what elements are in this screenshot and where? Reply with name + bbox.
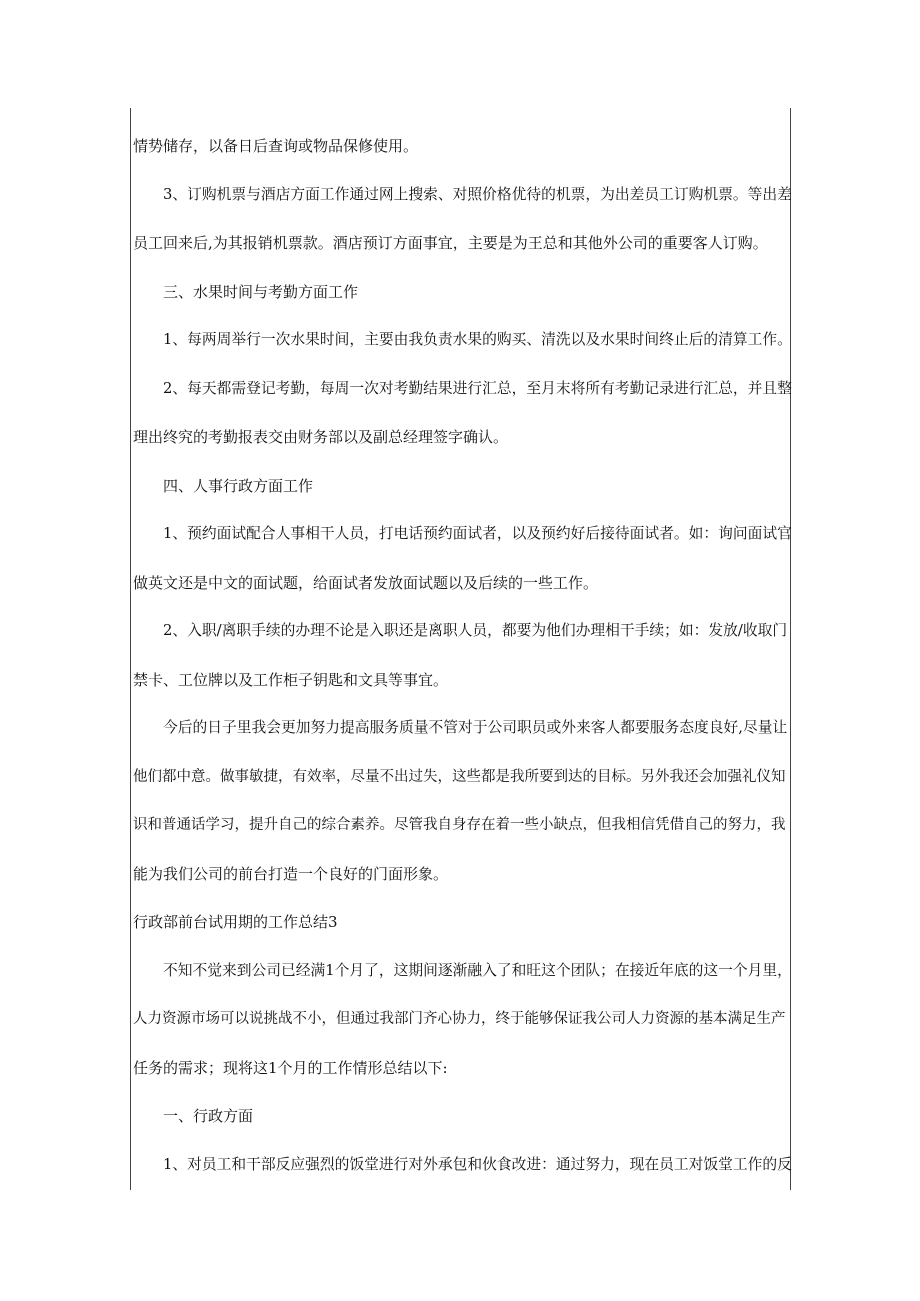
section-heading: 一、行政方面 [163, 1107, 254, 1125]
document-body [133, 122, 793, 1189]
text-line: 任务的需求；现将这1个月的工作情形总结以下: [133, 1058, 448, 1077]
text-line: 识和普通话学习，提升自己的综合素养。尽管我自身存在着一些小缺点，但我相信凭借自己的努力，我 [133, 817, 786, 833]
document-title: 行政部前台试用期的工作总结3 [133, 913, 338, 931]
text-line: 能为我们公司的前台打造一个良好的门面形象。 [133, 864, 449, 883]
section-heading: 四、人事行政方面工作 [163, 476, 314, 495]
text-line: 员工回来后,为其报销机票款。酒店预订方面事宜，主要是为王总和其他外公司的重要客人订购。 [133, 234, 768, 252]
text-line: 2、每天都需登记考勤，每周一次对考勤结果进行汇总，至月末将所有考勤记录进行汇总，并且整 [163, 379, 792, 397]
text-line: 做英文还是中文的面试题，给面试者发放面试题以及后续的一些工作。 [133, 573, 599, 592]
text-line: 不知不觉来到公司已经满1个月了，这期间逐渐融入了和旺这个团队；在接近年底的这一个月里， [163, 961, 792, 979]
text-line: 3、订购机票与酒店方面工作通过网上搜索、对照价格优待的机票，为出差员工订购机票。等出差 [163, 185, 792, 203]
text-line: 人力资源市场可以说挑战不小，但通过我部门齐心协力，终于能够保证我公司人力资源的基本满足生产 [133, 1011, 786, 1027]
text-line: 1、对员工和干部反应强烈的饭堂进行对外承包和伙食改进：通过努力，现在员工对饭堂工作的反 [163, 1155, 792, 1173]
text-line: 1、每两周举行一次水果时间，主要由我负责水果的购买、清洗以及水果时间终止后的清算工作。 [163, 331, 792, 348]
left-border-rule [130, 108, 131, 1190]
section-heading: 三、水果时间与考勤方面工作 [163, 282, 359, 301]
text-line: 理出终究的考勤报表交由财务部以及副总经理签字确认。 [133, 428, 509, 446]
text-line: 情势储存，以备日后查询或物品保修使用。 [133, 137, 419, 155]
text-line: 他们都中意。做事敏捷，有效率，尽量不出过失，这些都是我所要到达的目标。另外我还会加强礼仪知 [133, 768, 786, 785]
text-line: 2、入职/离职手续的办理不论是入职还是离职人员，都要为他们办理相干手续；如：发放/收取门 [163, 622, 788, 639]
text-line: 禁卡、工位牌以及工作柜子钥匙和文具等事宜。 [133, 670, 449, 689]
text-line: 今后的日子里我会更加努力提高服务质量不管对于公司职员或外来客人都要服务态度良好,尽量让 [163, 719, 788, 736]
text-line: 1、预约面试配合人事相干人员，打电话预约面试者，以及预约好后接待面试者。如：询问面试官 [163, 525, 792, 542]
